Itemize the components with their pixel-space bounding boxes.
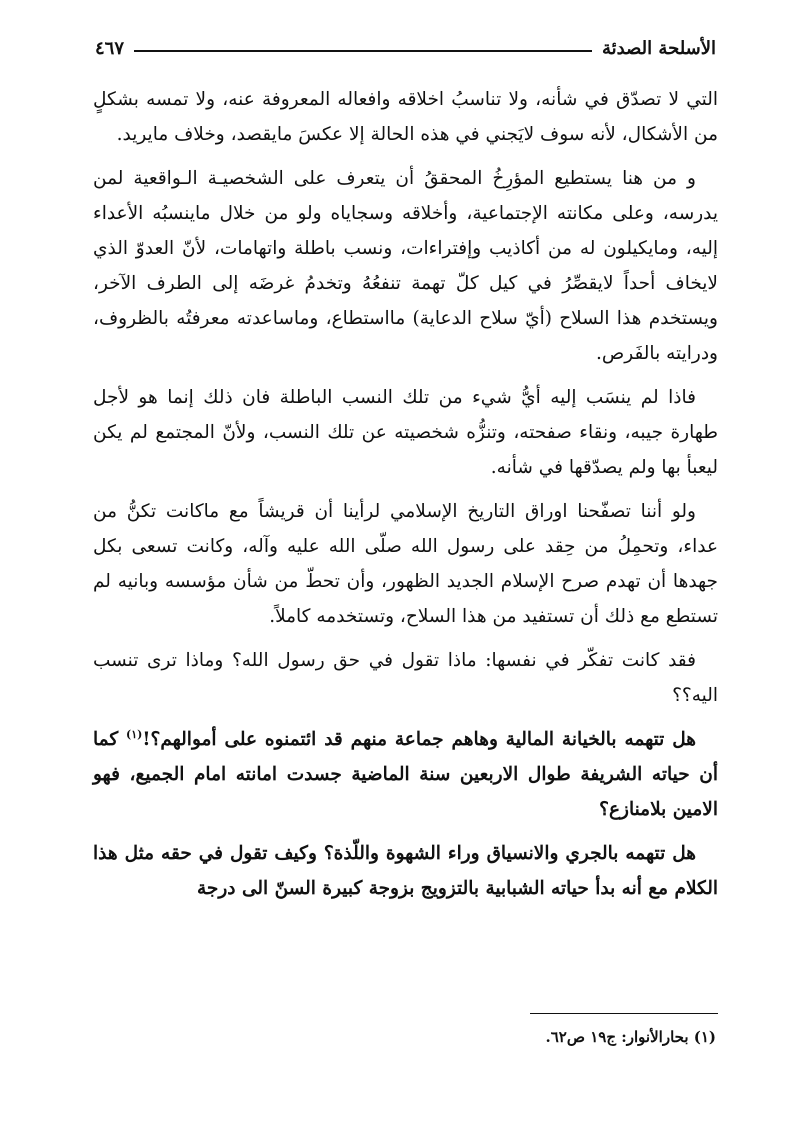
paragraph-7: هل تتهمه بالجري والانسياق وراء الشهوة واللّذة؟ وكيف تقول في حقه مثل هذا الكلام مع أنه بدأ حياته الشبابية بالتزويج بزوجة كبيرة السنّ الى درجة — [93, 843, 718, 899]
header-rule — [134, 50, 592, 52]
paragraph-6-text-before: هل تتهمه بالخيانة المالية وهاهم جماعة منهم قد ائتمنوه على أموالهم؟! — [142, 729, 696, 750]
paragraph-4: ولو أننا تصفّحنا اوراق التاريخ الإسلامي لرأينا أن قريشاً مع ماكانت تكنُّ من عداء، وتحمِلُ من حِقد على رسول الله صلّى الله عليه وآله، وكانت تسعى بكل جهدها أن تهدم صرح الإسلام الجديد الظهور، وأن تحطّ من شأن مؤسسه وبانيه لم تستطع مع ذلك أن تستفيد من هذا السلاح، وتستخدمه كاملاً. — [93, 501, 718, 627]
paragraph-6 — [93, 722, 718, 827]
paragraph-5: فقد كانت تفكّر في نفسها: ماذا تقول في حق رسول الله؟ وماذا ترى تنسب اليه؟؟ — [93, 650, 718, 706]
paragraph-3: فاذا لم ينسَب إليه أيُّ شيء من تلك النسب الباطلة فان ذلك إنما هو لأجل طهارة جيبه، ونقاء صفحته، وتنزُّه شخصيته عن تلك النسب، ولأنّ المجتمع لم يكن ليعبأ بها ولم يصدّقها في شأنه. — [93, 387, 718, 478]
page-header — [95, 34, 716, 60]
footnote-reference: (١) — [126, 727, 143, 741]
page-number: ٤٦٧ — [95, 38, 125, 59]
footnote: (١) بحارالأنوار: ج١٩ ص٦٢. — [545, 1028, 716, 1046]
paragraph-6-text-after: كما أن حياته الشريفة طوال الاربعين سنة الماضية جسدت امانته امام الجميع، فهو الامين بلامنازع؟ — [93, 729, 718, 820]
footnote-rule — [530, 1013, 718, 1014]
paragraph-2: و من هنا يستطيع المؤرِخُ المحققُ أن يتعرف على الشخصيـة الـواقعية لمن يدرسه، وعلى مكانته الإجتماعية، وأخلاقه وسجاياه ولو من خلال ماينسبُه الأعداء إليه، ومايكيلون له من أكاذيب وإفتراءات، ونسب باطلة واتهامات، لأنّ العدوّ الذي لايخاف أحداً لايقصِّرُ في كيل كلّ تهمة تنفعُهُ وتخدمُ غرضَه إلى الطرف الآخر، ويستخدم هذا السلاح (أيّ سلاح الدعاية) مااستطاع، وماساعدته معرفتُه بالظروف، ودرايته بالفَرص. — [93, 168, 718, 364]
body-text — [93, 82, 718, 915]
paragraph-1: التي لا تصدّق في شأنه، ولا تناسبُ اخلاقه وافعاله المعروفة عنه، ولا تمسه بشكلٍ من الأشكال، لأنه سوف لايَجني في هذه الحالة إلا عكسَ مايقصد، وخلاف مايريد. — [93, 89, 718, 145]
running-title: الأسلحة الصدئة — [601, 38, 716, 59]
